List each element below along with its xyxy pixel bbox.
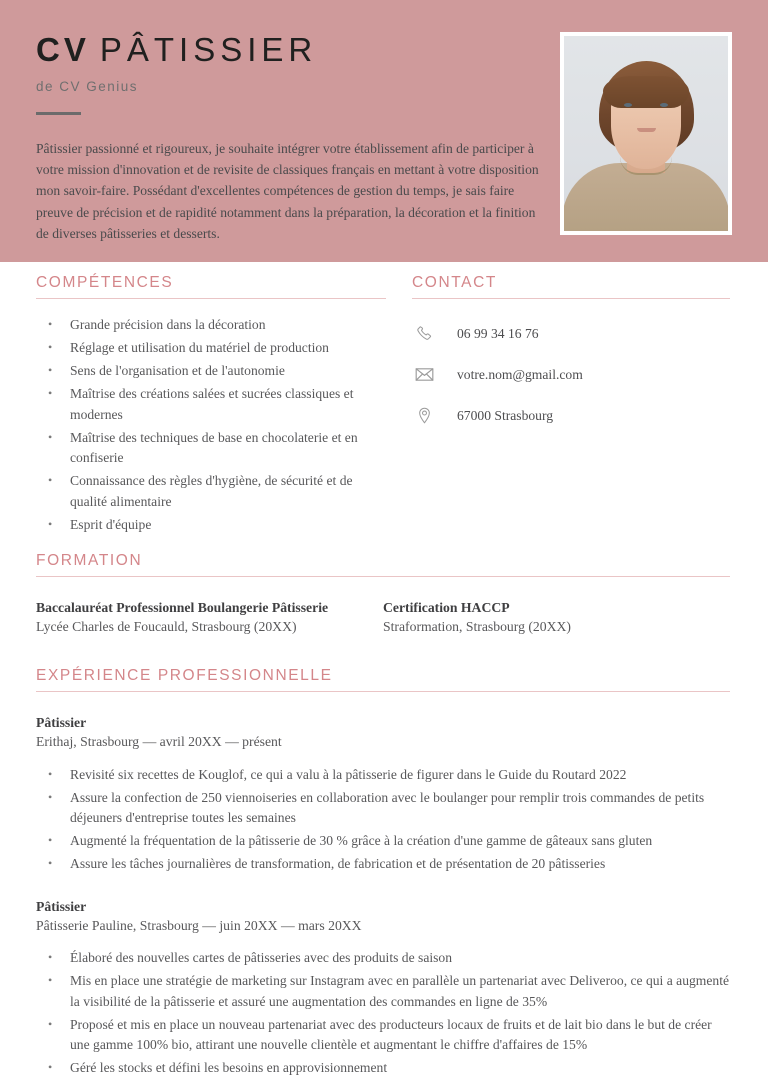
education-institution: Lycée Charles de Foucauld, Strasbourg (20XX) [36, 619, 297, 634]
section-title-contact: CONTACT [412, 274, 497, 291]
list-item: • Grande précision dans la décoration [36, 315, 386, 336]
list-item: • Esprit d'équipe [36, 515, 386, 536]
subtitle: de CV Genius [36, 79, 139, 94]
list-item: • Élaboré des nouvelles cartes de pâtisseries avec des produits de saison [36, 948, 730, 969]
education-list [36, 598, 730, 637]
header-band [0, 0, 768, 262]
section-rule-contact [412, 298, 730, 299]
list-item: • Mis en place une stratégie de marketing sur Instagram avec en parallèle un partenariat avec Deliveroo, ce qui a augmenté la visibilité de la pâtisserie et assuré une augmentation des commandes en ligne de 35% [36, 971, 730, 1012]
section-rule-experience [36, 691, 730, 692]
education-institution: Straformation, Strasbourg (20XX) [383, 619, 571, 634]
contact-value-location: 67000 Strasbourg [457, 407, 554, 423]
location-pin-icon [412, 403, 436, 427]
list-item: • Maîtrise des créations salées et sucrées classiques et modernes [36, 384, 386, 425]
education-entry [36, 598, 383, 637]
list-item: • Proposé et mis en place un nouveau partenariat avec des producteurs locaux de fruits et de lait bio dans le but de créer une gamme 100% bio, attirant une nouvelle clientèle et augmentant le chiffre d'affaires de 15% [36, 1015, 730, 1056]
section-contact [412, 274, 730, 444]
avatar [560, 32, 732, 235]
experience-entry [36, 897, 730, 1079]
contact-row-location[interactable] [412, 403, 730, 427]
list-item: • Connaissance des règles d'hygiène, de sécurité et de qualité alimentaire [36, 471, 386, 512]
list-item: • Revisité six recettes de Kouglof, ce qui a valu à la pâtisserie de figurer dans le Guide du Routard 2022 [36, 765, 730, 786]
list-item: • Réglage et utilisation du matériel de production [36, 338, 386, 359]
avatar-fringe [603, 76, 689, 108]
list-item: • Assure la confection de 250 viennoiseries en collaboration avec le boulanger pour remplir trois commandes de petits déjeuners d'entreprise toutes les semaines [36, 788, 730, 829]
job-bullets [36, 948, 730, 1079]
phone-icon [412, 321, 436, 345]
skills-list [36, 315, 386, 535]
section-rule-skills [36, 298, 386, 299]
section-title-skills: COMPÉTENCES [36, 274, 174, 291]
section-title-experience: EXPÉRIENCE PROFESSIONNELLE [36, 667, 333, 684]
job-meta: Pâtisserie Pauline, Strasbourg — juin 20XX — mars 20XX [36, 917, 362, 933]
job-title: Pâtissier [36, 715, 87, 730]
avatar-mouth [637, 128, 656, 132]
section-education [36, 552, 730, 637]
education-degree: Baccalauréat Professionnel Boulangerie Pâtisserie [36, 600, 329, 615]
avatar-image [564, 36, 728, 231]
list-item: • Maîtrise des techniques de base en chocolaterie et en confiserie [36, 428, 386, 469]
education-degree: Certification HACCP [383, 600, 510, 615]
title-second-word: PÂTISSIER [99, 31, 318, 68]
contact-row-phone[interactable] [412, 321, 730, 345]
section-experience [36, 667, 730, 1081]
envelope-icon [412, 362, 436, 386]
experience-list [36, 713, 730, 1079]
job-title: Pâtissier [36, 898, 87, 914]
page-title [36, 30, 536, 70]
contact-value-phone: 06 99 34 16 76 [457, 325, 539, 341]
list-item: • Assure les tâches journalières de transformation, de fabrication et de présentation de 20 pâtisseries [36, 854, 730, 875]
header-divider [36, 112, 81, 115]
title-first-word: CV [36, 31, 90, 68]
list-item: • Géré les stocks et défini les besoins en approvisionnement [36, 1058, 730, 1079]
profile-summary: Pâtissier passionné et rigoureux, je souhaite intégrer votre établissement afin de participer à votre mission d'innovation et de revisite de classiques français en mettant à votre disposition mon savoir-faire. Possédant d'excellentes compétences de gestion du temps, je sais faire preuve de précision et de rapidité notamment dans la préparation, la décoration et la finition de diverses pâtisseries et desserts. [36, 141, 539, 241]
education-entry [383, 598, 730, 637]
list-item: • Sens de l'organisation et de l'autonomie [36, 361, 386, 382]
section-title-education: FORMATION [36, 552, 143, 569]
job-meta: Erithaj, Strasbourg — avril 20XX — présent [36, 734, 282, 749]
header-identity [36, 30, 536, 115]
list-item: • Augmenté la fréquentation de la pâtisserie de 30 % grâce à la création d'une gamme de gâteaux sans gluten [36, 831, 730, 852]
contact-value-email: votre.nom@gmail.com [457, 366, 583, 382]
experience-entry [36, 713, 730, 875]
contact-list [412, 321, 730, 427]
section-skills [36, 274, 386, 538]
job-bullets [36, 765, 730, 875]
section-rule-education [36, 576, 730, 577]
contact-row-email[interactable] [412, 362, 730, 386]
